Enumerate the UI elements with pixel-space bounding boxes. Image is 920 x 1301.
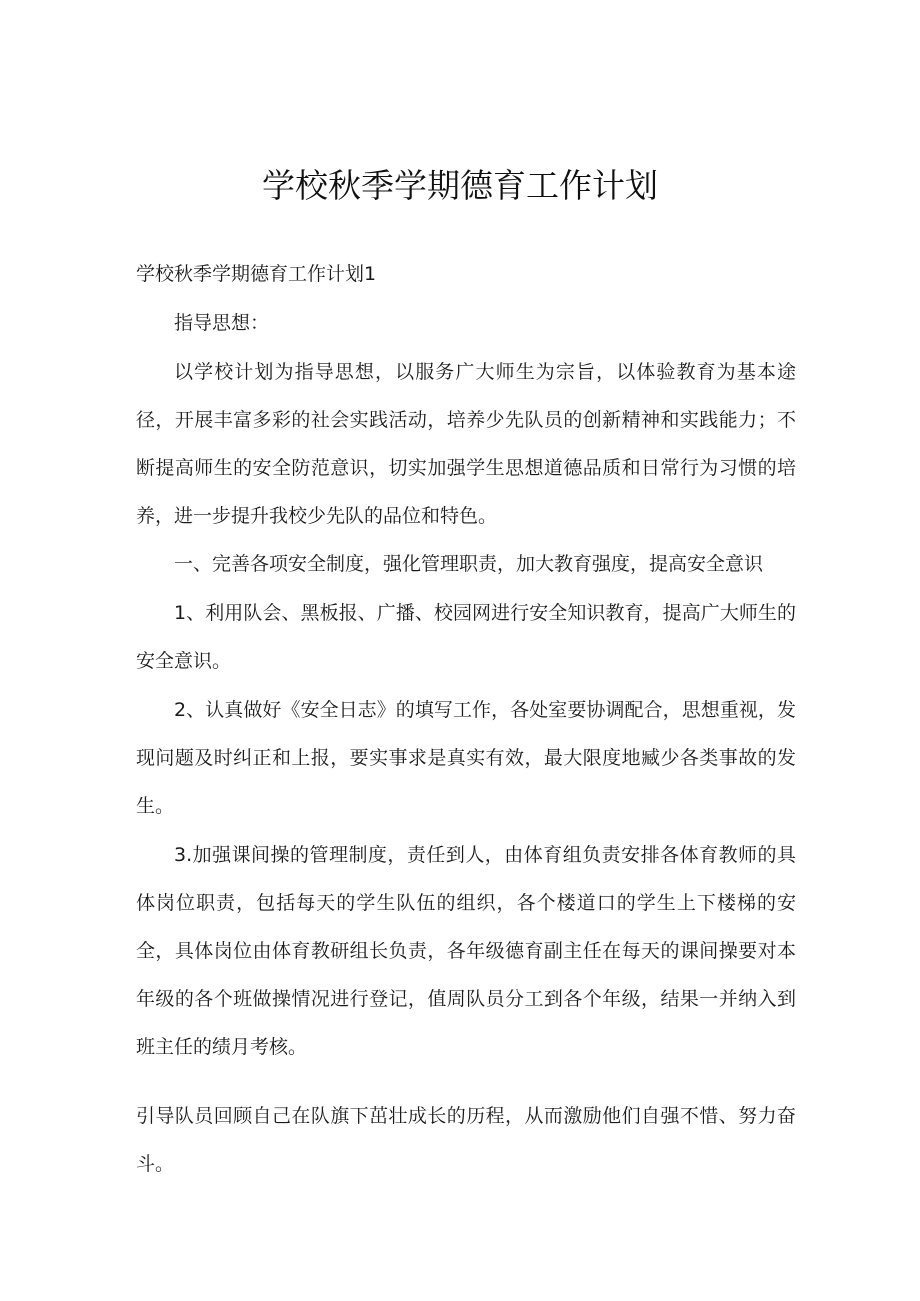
guide-heading: 指导思想：	[174, 312, 270, 334]
list-item-3: 3.加强课间操的管理制度，责任到人，由体育组负责安排各体育教师的具体岗位职责，包括每天的学生队伍的组织，各个楼道口的学生上下楼梯的安全，具体岗位由体育教研组长负责，各年级德育副主任在每天的课间操要对本年级的各个班做操情况进行登记，值周队员分工到各个年级，结果一并纳入到班主任的绩月考核。	[136, 844, 796, 1058]
intro-paragraph: 以学校计划为指导思想，以服务广大师生为宗旨，以体验教育为基本途径，开展丰富多彩的社会实践活动，培养少先队员的创新精神和实践能力；不断提高师生的安全防范意识，切实加强学生思想道德品质和日常行为习惯的培养，进一步提升我校少先队的品位和特色。	[136, 361, 796, 527]
list-item-1: 1、利用队会、黑板报、广播、校园网进行安全知识教育，提高广大师生的安全意识。	[136, 602, 796, 672]
section-heading-1: 一、完善各项安全制度，强化管理职责，加大教育强度，提高安全意识	[174, 553, 764, 575]
document-subtitle: 学校秋季学期德育工作计划1	[136, 263, 377, 285]
document-title: 学校秋季学期德育工作计划	[262, 166, 658, 205]
closing-paragraph: 引导队员回顾自己在队旗下茁壮成长的历程，从而激励他们自强不惜、努力奋斗。	[136, 1105, 796, 1175]
list-item-2: 2、认真做好《安全日志》的填写工作，各处室要协调配合，思想重视，发现问题及时纠正和上报，要实事求是真实有效，最大限度地臧少各类事故的发生。	[136, 699, 796, 817]
